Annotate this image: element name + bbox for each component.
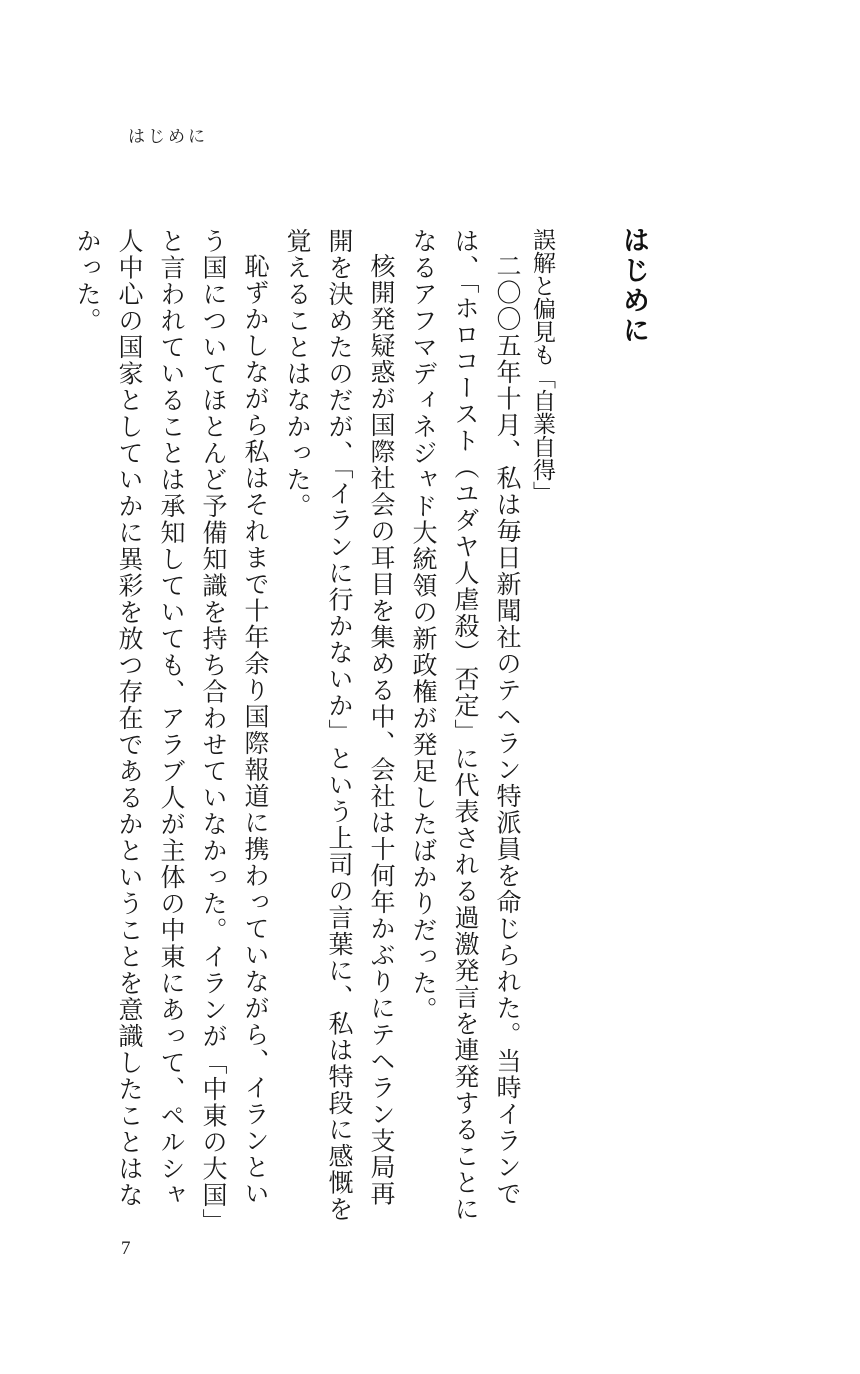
body-text (66, 228, 528, 1233)
paragraph-1: 二〇〇五年十月、私は毎日新聞社のテヘラン特派員を命じられた。当時イランでは、「ホロコースト（ユダヤ人虐殺）否定」に代表される過激発言を連発することになるアフマディネジャド大統領の新政権が発足したばかりだった。 (409, 228, 522, 1223)
section-heading: 誤解と偏見も「自業自得」 (529, 228, 555, 504)
page-number: 7 (121, 1238, 131, 1259)
running-header: はじめに (128, 127, 208, 147)
paragraph-2: 核開発疑惑が国際社会の耳目を集める中、会社は十何年かぶりにテヘラン支局再開を決めたのだが、「イランに行かないか」という上司の言葉に、私は特段に感慨を覚えることはなかった。 (283, 228, 396, 1223)
paragraph-3: 恥ずかしながら私はそれまで十年余り国際報道に携わっていながら、イランという国についてほとんど予備知識を持ち合わせていなかった。イランが「中東の大国」と言われていることは承知していても、アラブ人が主体の中東にあって、ペルシャ人中心の国家としていかに異彩を放つ存在であるかということを意識したことはなかった。 (73, 228, 270, 1223)
chapter-title: はじめに (618, 226, 649, 346)
